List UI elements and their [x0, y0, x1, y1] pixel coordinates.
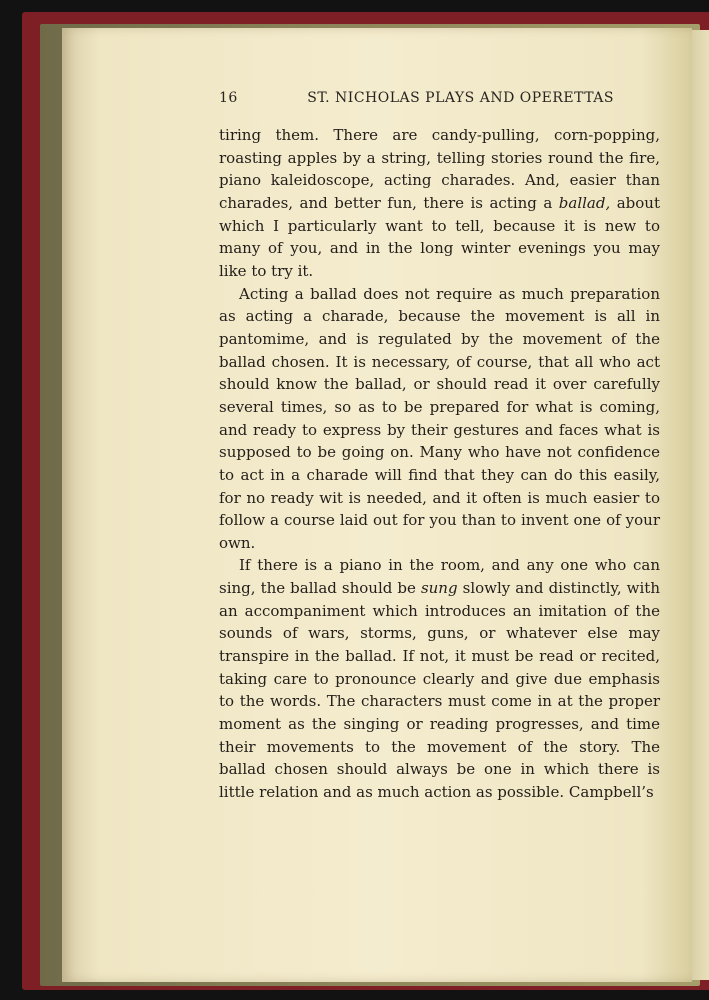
paragraph-2: Acting a ballad does not require as much preparation as acting a charade, because the movement is all in pantomime, and is regulated by the movement of the ballad chosen. It is necessary, of course, that all who act should know the ballad, or should read it over carefully several times, so as to be prepared for what is coming, and ready to express by their gestures and faces what is supposed to be going on. Many who have not confidence to act in a charade will find that they can do this easily, for no ready wit is needed, and it often is much easier to follow a course laid out for you than to invent one of your own. [219, 284, 660, 552]
paragraph-3-italic: sung [420, 579, 458, 598]
running-head-title: ST. NICHOLAS PLAYS AND OPERETTAS [307, 90, 614, 106]
paragraph-1-italic: ballad, [558, 193, 611, 212]
body-text [219, 124, 660, 804]
paragraph-1 [219, 124, 660, 283]
paragraph-3-text-b: slowly and distinctly, with an accompaniment which introduces an imitation of the sounds of wars, storms, guns, or whatever else may transpire in the ballad. If not, it must be read or recited, taking care to pronounce clearly and give due emphasis to the words. The characters must come in at the proper moment as the singing or reading progresses, and time their movements to the movement of the story. The ballad chosen should always be one in which there is little relation and as much action as possible. Campbell’s [219, 579, 660, 802]
paragraph-1-text-b: about which I particularly want to tell, because it is new to many of you, and in the long winter evenings you may like to try it. [219, 193, 660, 280]
paragraph-3 [219, 554, 660, 803]
running-header [219, 90, 614, 106]
page-number: 16 [219, 90, 238, 106]
paragraph-3-text-a: If there is a piano in the room, and any one who can sing, the ballad should be [219, 556, 660, 598]
paragraph-1-text-a: tiring them. There are candy-pulling, corn-popping, roasting apples by a string, telling stories round the fire, piano kaleidoscope, acting charades. And, easier than charades, and better fun, there is acting a [219, 126, 660, 212]
